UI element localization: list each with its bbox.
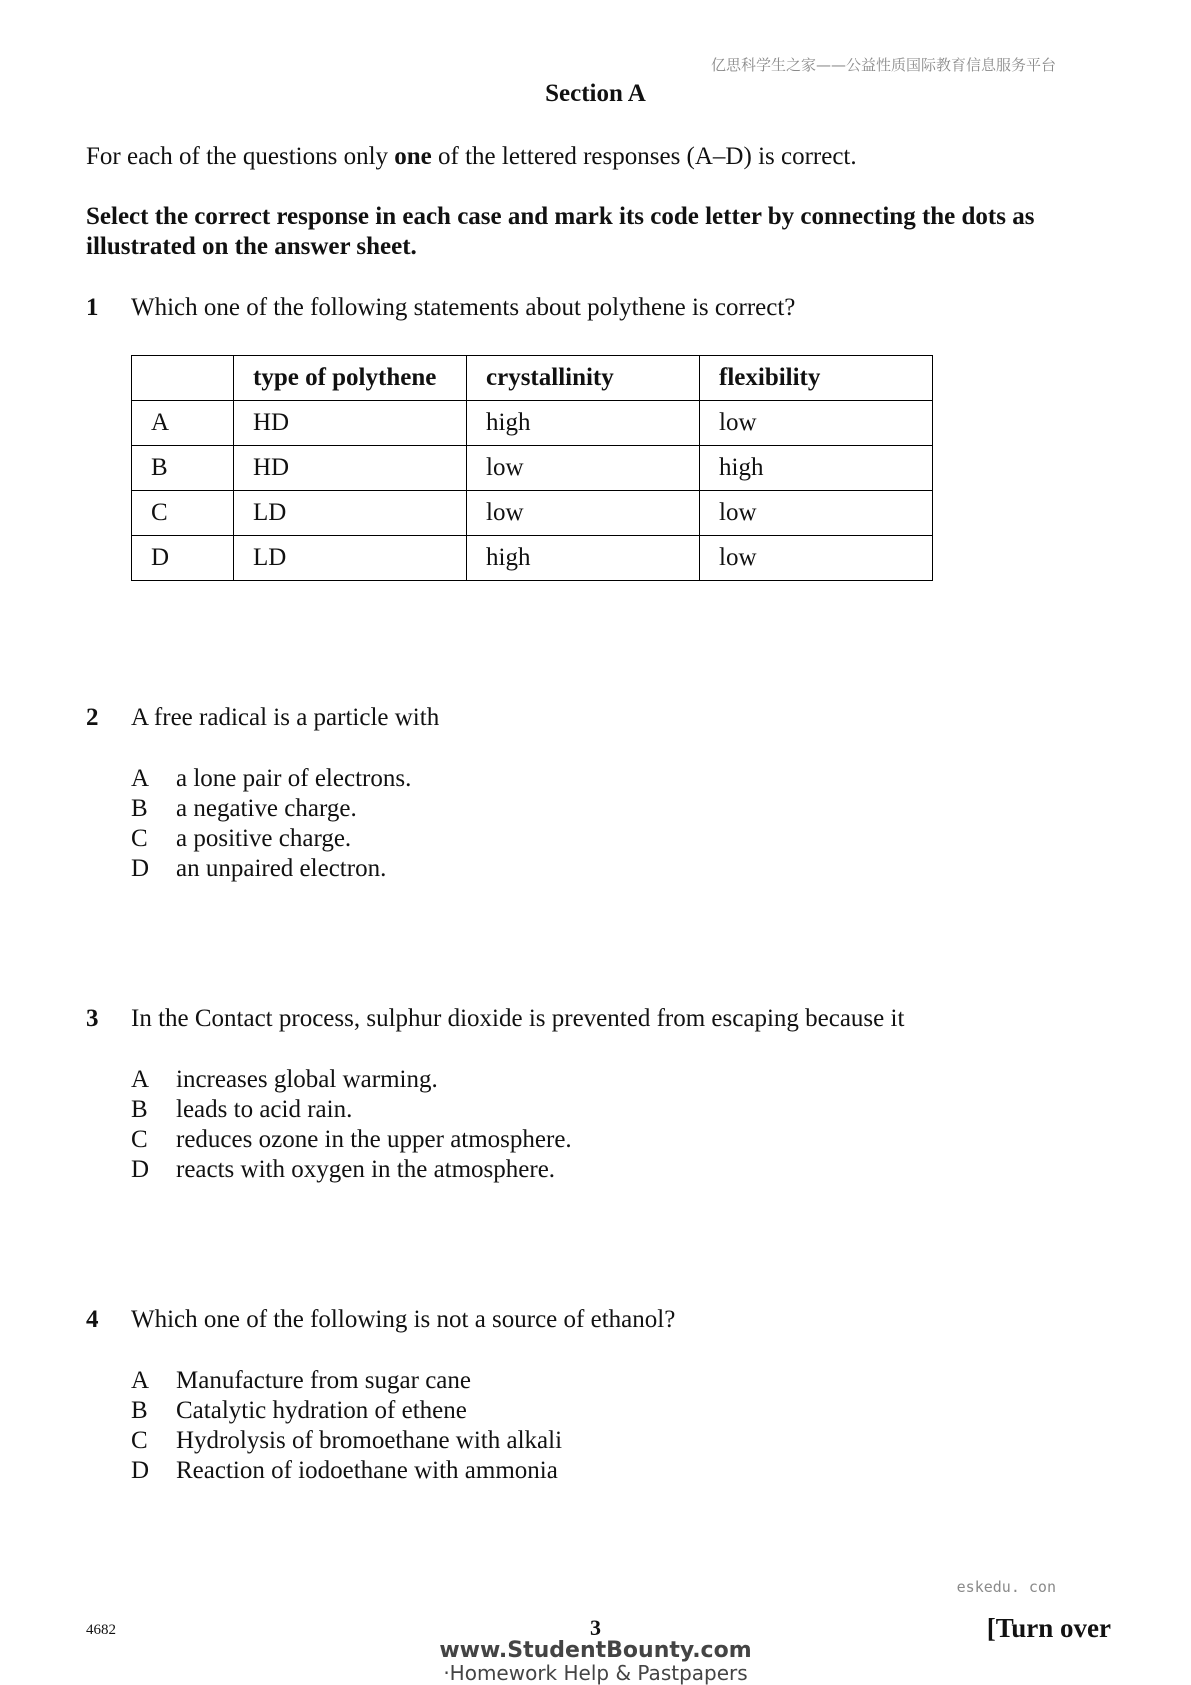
table-cell: low xyxy=(700,491,933,536)
option-text: a negative charge. xyxy=(176,795,357,822)
paper-code: 4682 xyxy=(86,1622,116,1638)
answer-option xyxy=(131,824,411,854)
watermark-bottom-right: eskedu. con xyxy=(956,1578,1056,1596)
table-cell: high xyxy=(467,536,700,581)
table-cell: D xyxy=(132,536,234,581)
logo-url: www.StudentBounty.com xyxy=(439,1638,752,1663)
option-text: increases global warming. xyxy=(176,1066,438,1093)
option-letter: B xyxy=(131,795,148,822)
option-letter: A xyxy=(131,1367,150,1394)
option-text: a lone pair of electrons. xyxy=(176,765,412,792)
table-cell: HD xyxy=(234,446,467,491)
option-text: Hydrolysis of bromoethane with alkali xyxy=(176,1427,563,1454)
question-number: 3 xyxy=(86,1005,99,1032)
option-letter: B xyxy=(131,1397,148,1424)
answer-option xyxy=(131,1426,562,1456)
option-letter: B xyxy=(131,1096,148,1123)
option-text: a positive charge. xyxy=(176,825,352,852)
table-cell: B xyxy=(132,446,234,491)
table-header-cell xyxy=(132,356,234,401)
question-text: Which one of the following is not a source of ethanol? xyxy=(131,1306,676,1333)
option-letter: A xyxy=(131,765,150,792)
table-cell: low xyxy=(700,401,933,446)
table-cell: A xyxy=(132,401,234,446)
table-cell: low xyxy=(700,536,933,581)
table-header-cell: type of polythene xyxy=(234,356,467,401)
watermark-top: 亿思科学生之家——公益性质国际教育信息服务平台 xyxy=(710,56,1056,74)
option-text: Manufacture from sugar cane xyxy=(176,1367,471,1394)
question-number: 4 xyxy=(86,1306,99,1333)
option-letter: D xyxy=(131,1156,150,1183)
table-row xyxy=(132,401,933,446)
instruction-text: Select the correct response in each case and mark its code letter by connecting the dots as illustrated on the answer sheet. xyxy=(86,203,1035,260)
option-text: Catalytic hydration of ethene xyxy=(176,1397,467,1424)
table-cell: C xyxy=(132,491,234,536)
answer-option xyxy=(131,854,411,884)
question-number: 2 xyxy=(86,704,99,731)
table-header-cell: crystallinity xyxy=(467,356,700,401)
option-letter: C xyxy=(131,825,148,852)
option-letter: D xyxy=(131,1457,150,1484)
section-title: Section A xyxy=(545,80,646,107)
answer-option xyxy=(131,1095,572,1125)
table-cell: high xyxy=(700,446,933,491)
answer-option xyxy=(131,764,411,794)
table-row xyxy=(132,446,933,491)
option-text: an unpaired electron. xyxy=(176,855,387,882)
question-text: A free radical is a particle with xyxy=(131,704,440,731)
table-row xyxy=(132,536,933,581)
intro-pre: For each of the questions only xyxy=(86,143,395,170)
table-row xyxy=(132,491,933,536)
table-cell: high xyxy=(467,401,700,446)
answer-options xyxy=(131,1366,562,1486)
studentbounty-logo xyxy=(0,1640,1191,1684)
option-letter: D xyxy=(131,855,150,882)
table-cell: low xyxy=(467,446,700,491)
answer-option xyxy=(131,1366,562,1396)
answer-option xyxy=(131,1456,562,1486)
option-text: reacts with oxygen in the atmosphere. xyxy=(176,1156,556,1183)
logo-tagline: ·Homework Help & Pastpapers xyxy=(443,1661,748,1685)
table-cell: LD xyxy=(234,536,467,581)
table-cell: LD xyxy=(234,491,467,536)
option-text: Reaction of iodoethane with ammonia xyxy=(176,1457,558,1484)
option-letter: C xyxy=(131,1427,148,1454)
question-text: In the Contact process, sulphur dioxide is prevented from escaping because it xyxy=(131,1005,905,1032)
answer-option xyxy=(131,1125,572,1155)
turn-over-label: [Turn over xyxy=(986,1613,1111,1643)
page-number: 3 xyxy=(590,1615,601,1640)
answer-options xyxy=(131,764,411,884)
table-cell: HD xyxy=(234,401,467,446)
option-text: leads to acid rain. xyxy=(176,1096,353,1123)
intro-bold: one xyxy=(394,143,432,170)
table-cell: low xyxy=(467,491,700,536)
answer-option xyxy=(131,1396,562,1426)
question-text: Which one of the following statements about polythene is correct? xyxy=(131,294,796,321)
answer-options xyxy=(131,1065,572,1185)
answer-option xyxy=(131,1065,572,1095)
question-number: 1 xyxy=(86,294,99,321)
intro-post: of the lettered responses (A–D) is correct. xyxy=(431,143,857,170)
intro-text xyxy=(86,142,857,172)
table-header-row xyxy=(132,356,933,401)
answer-option xyxy=(131,1155,572,1185)
option-letter: A xyxy=(131,1066,150,1093)
option-text: reduces ozone in the upper atmosphere. xyxy=(176,1126,572,1153)
option-letter: C xyxy=(131,1126,148,1153)
answer-option xyxy=(131,794,411,824)
polythene-table xyxy=(131,355,933,581)
table-header-cell: flexibility xyxy=(700,356,933,401)
